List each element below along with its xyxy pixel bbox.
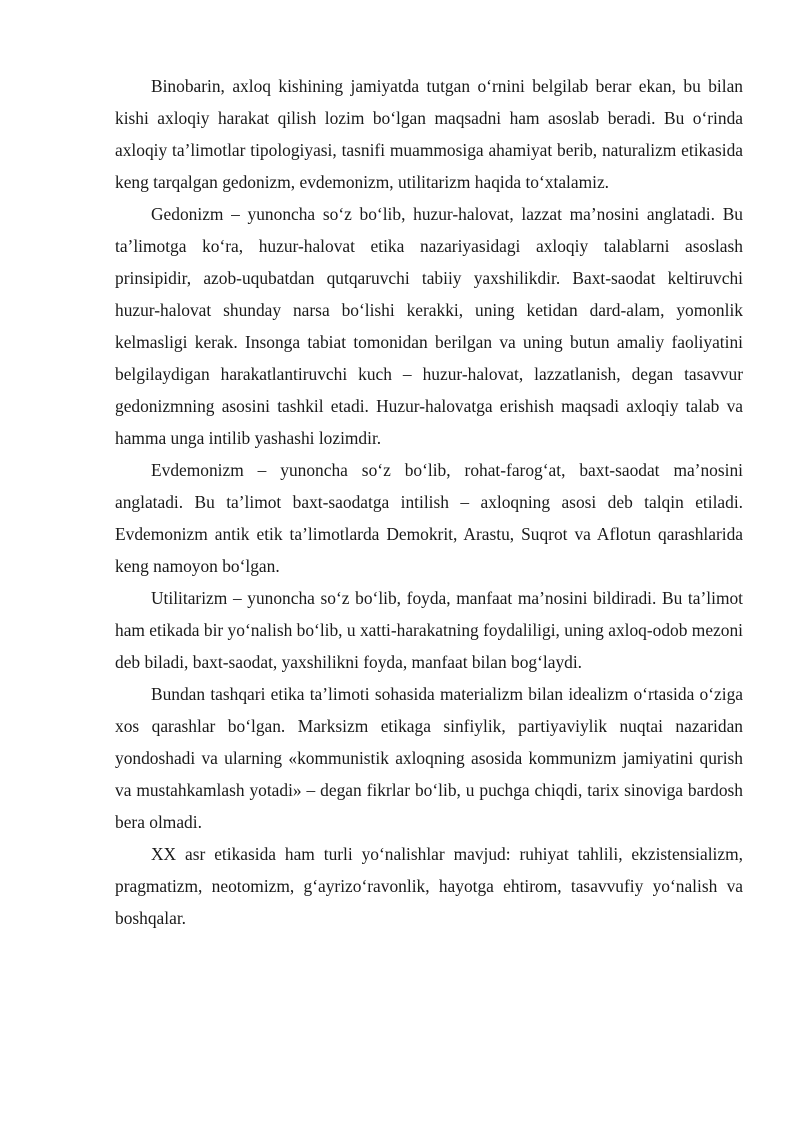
paragraph-xx-asr: XX asr etikasida ham turli yo‘nalishlar mavjud: ruhiyat tahlili, ekzistensializm, pragmatizm, neotomizm, g‘ayrizo‘ravonlik, hayotga ehtirom, tasavvufiy yo‘nalish va boshqalar. (115, 844, 743, 928)
paragraph-marksizm: Bundan tashqari etika ta’limoti sohasida materializm bilan idealizm o‘rtasida o‘ziga xos qarashlar bo‘lgan. Marksizm etikaga sinfiylik, partiyaviylik nuqtai nazaridan yondoshadi va ularning «kommunistik axloqning asosida kommunizm jamiyatini qurish va mustahkamlash yotadi» – degan fikrlar bo‘lib, u puchga chiqdi, tarix sinoviga bardosh bera olmadi. (115, 684, 743, 832)
paragraph-evdemonizm: Evdemonizm – yunoncha so‘z bo‘lib, rohat-farog‘at, baxt-saodat ma’nosini anglatadi. Bu ta’limot baxt-saodatga intilish – axloqning asosi deb talqin etiladi. Evdemonizm antik etik ta’limotlarda Demokrit, Arastu, Suqrot va Aflotun qarashlarida keng namoyon bo‘lgan. (115, 460, 743, 576)
paragraph-binobarin: Binobarin, axloq kishining jamiyatda tutgan o‘rnini belgilab berar ekan, bu bilan kishi axloqiy harakat qilish lozim bo‘lgan maqsadni ham asoslab beradi. Bu o‘rinda axloqiy ta’limotlar tipologiyasi, tasnifi muammosiga ahamiyat berib, naturalizm etikasida keng tarqalgan gedonizm, evdemonizm, utilitarizm haqida to‘xtalamiz. (115, 76, 743, 192)
document-page (115, 70, 743, 934)
paragraph-utilitarizm: Utilitarizm – yunoncha so‘z bo‘lib, foyda, manfaat ma’nosini bildiradi. Bu ta’limot ham etikada bir yo‘nalish bo‘lib, u xatti-harakatning foydaliligi, uning axloq-odob mezoni deb biladi, baxt-saodat, yaxshilikni foyda, manfaat bilan bog‘laydi. (115, 588, 743, 672)
paragraph-gedonizm: Gedonizm – yunoncha so‘z bo‘lib, huzur-halovat, lazzat ma’nosini anglatadi. Bu ta’limotga ko‘ra, huzur-halovat etika nazariyasidagi axloqiy talablarni asoslash prinsipidir, azob-uqubatdan qutqaruvchi tabiiy yaxshilikdir. Baxt-saodat keltiruvchi huzur-halovat shunday narsa bo‘lishi kerakki, uning ketidan dard-alam, yomonlik kelmasligi kerak. Insonga tabiat tomonidan berilgan va uning butun amaliy faoliyatini belgilaydigan harakatlantiruvchi kuch – huzur-halovat, lazzatlanish, degan tasavvur gedonizmning asosini tashkil etadi. Huzur-halovatga erishish maqsadi axloqiy talab va hamma unga intilib yashashi lozimdir. (115, 204, 743, 448)
